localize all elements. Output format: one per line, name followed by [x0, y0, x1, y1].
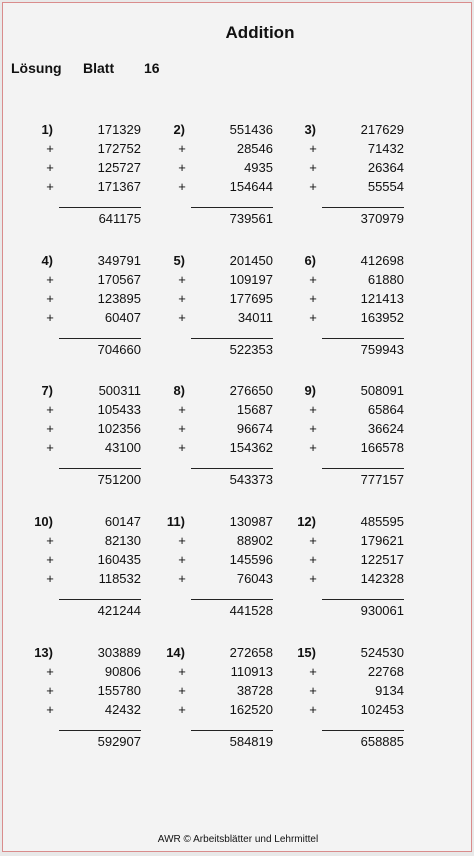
plus-sign: +: [46, 179, 54, 194]
addend-value: 303889: [97, 645, 141, 660]
sum-value: 658885: [360, 734, 404, 749]
addend-value: 9134: [375, 683, 404, 698]
addend-value: 154362: [229, 440, 273, 455]
plus-sign: +: [309, 533, 317, 548]
sum-rule: [191, 338, 273, 339]
addend-value: 60147: [104, 514, 141, 529]
addend-row: [163, 682, 273, 700]
addend-value: 276650: [229, 383, 273, 398]
addend-value: 170567: [97, 272, 141, 287]
addend-row: [31, 420, 141, 438]
plus-sign: +: [309, 179, 317, 194]
addition-problem: [163, 382, 273, 502]
problem-number: 14): [166, 645, 185, 660]
sheet-number: 16: [144, 60, 160, 76]
plus-sign: +: [178, 272, 186, 287]
sum-value: 592907: [97, 734, 141, 749]
addition-problem: [31, 121, 141, 241]
problem-number: 4): [41, 253, 53, 268]
addend-value: 28546: [236, 141, 273, 156]
addend-row: [163, 271, 273, 289]
addend-value: 160435: [97, 552, 141, 567]
sum-value: 751200: [97, 472, 141, 487]
plus-sign: +: [46, 533, 54, 548]
addend-row: [163, 570, 273, 588]
problem-number: 7): [41, 383, 53, 398]
addend-row: [163, 252, 273, 270]
sum-value: 704660: [97, 342, 141, 357]
addition-problem: [163, 513, 273, 633]
sum-rule: [191, 468, 273, 469]
addend-value: 179621: [360, 533, 404, 548]
addend-row: [31, 439, 141, 457]
addend-row: [294, 663, 404, 681]
plus-sign: +: [46, 552, 54, 567]
plus-sign: +: [46, 291, 54, 306]
plus-sign: +: [309, 272, 317, 287]
addend-value: 71432: [367, 141, 404, 156]
addend-row: [294, 513, 404, 531]
addend-value: 76043: [236, 571, 273, 586]
addend-value: 145596: [229, 552, 273, 567]
plus-sign: +: [178, 702, 186, 717]
addend-value: 15687: [236, 402, 273, 417]
addend-row: [163, 121, 273, 139]
addend-value: 88902: [236, 533, 273, 548]
addend-row: [31, 513, 141, 531]
addend-value: 90806: [104, 664, 141, 679]
addend-row: [294, 439, 404, 457]
plus-sign: +: [178, 141, 186, 156]
addend-row: [163, 551, 273, 569]
addend-value: 412698: [360, 253, 404, 268]
problem-number: 15): [297, 645, 316, 660]
addition-problem: [294, 644, 404, 764]
addend-value: 61880: [367, 272, 404, 287]
addend-value: 155780: [97, 683, 141, 698]
addend-value: 110913: [230, 664, 273, 679]
plus-sign: +: [46, 141, 54, 156]
sum-rule: [322, 599, 404, 600]
addend-value: 118532: [98, 571, 141, 586]
addend-row: [163, 701, 273, 719]
addend-row: [294, 271, 404, 289]
addend-row: [294, 401, 404, 419]
plus-sign: +: [46, 160, 54, 175]
addend-value: 485595: [360, 514, 404, 529]
plus-sign: +: [178, 310, 186, 325]
sum-value: 543373: [229, 472, 273, 487]
addend-row: [163, 420, 273, 438]
plus-sign: +: [178, 179, 186, 194]
plus-sign: +: [46, 421, 54, 436]
plus-sign: +: [178, 533, 186, 548]
sum-value: 421244: [97, 603, 141, 618]
addend-row: [31, 682, 141, 700]
plus-sign: +: [309, 664, 317, 679]
sum-rule: [322, 468, 404, 469]
addend-row: [294, 551, 404, 569]
problem-number: 5): [173, 253, 185, 268]
addend-value: 105433: [97, 402, 141, 417]
addition-problem: [31, 513, 141, 633]
plus-sign: +: [178, 421, 186, 436]
sum-value: 641175: [98, 211, 141, 226]
addend-value: 125727: [97, 160, 141, 175]
sum-rule: [59, 338, 141, 339]
addend-row: [163, 178, 273, 196]
addend-value: 272658: [229, 645, 273, 660]
addend-row: [294, 140, 404, 158]
addition-problem: [163, 252, 273, 372]
solution-label: Lösung: [11, 60, 62, 76]
addend-value: 524530: [360, 645, 404, 660]
addend-value: 42432: [104, 702, 141, 717]
page-title: Addition: [225, 23, 295, 42]
addend-value: 166578: [360, 440, 404, 455]
addend-value: 162520: [229, 702, 273, 717]
sum-value: 777157: [360, 472, 404, 487]
addend-row: [163, 663, 273, 681]
problem-number: 1): [41, 122, 53, 137]
problem-number: 13): [34, 645, 53, 660]
addend-row: [163, 159, 273, 177]
addend-value: 154644: [229, 179, 273, 194]
addend-value: 130987: [229, 514, 273, 529]
worksheet-page: [2, 2, 472, 852]
sum-rule: [191, 207, 273, 208]
addend-row: [163, 290, 273, 308]
plus-sign: +: [178, 683, 186, 698]
addition-problem: [163, 121, 273, 241]
sum-rule: [59, 599, 141, 600]
addend-value: 34011: [237, 310, 273, 325]
plus-sign: +: [309, 702, 317, 717]
addend-value: 201450: [229, 253, 273, 268]
sum-value: 522353: [229, 342, 273, 357]
addend-row: [294, 309, 404, 327]
addend-row: [31, 121, 141, 139]
addend-value: 60407: [104, 310, 141, 325]
sheet-label: Blatt: [83, 60, 115, 76]
sum-value: 370979: [360, 211, 404, 226]
sum-rule: [191, 599, 273, 600]
plus-sign: +: [46, 272, 54, 287]
addend-row: [31, 644, 141, 662]
addend-value: 26364: [367, 160, 404, 175]
sum-value: 759943: [360, 342, 404, 357]
sum-rule: [59, 730, 141, 731]
plus-sign: +: [309, 310, 317, 325]
addition-problem: [294, 382, 404, 502]
addend-value: 551436: [229, 122, 273, 137]
addend-row: [163, 309, 273, 327]
sum-value: 930061: [360, 603, 404, 618]
plus-sign: +: [178, 440, 186, 455]
plus-sign: +: [178, 552, 186, 567]
problem-number: 11): [166, 514, 185, 529]
addend-row: [163, 644, 273, 662]
addend-row: [31, 140, 141, 158]
addend-value: 102453: [360, 702, 404, 717]
footer-credit: AWR © Arbeitsblätter und Lehrmittel: [157, 834, 319, 845]
addend-row: [163, 513, 273, 531]
addend-value: 500311: [98, 383, 141, 398]
addend-row: [31, 663, 141, 681]
problem-number: 8): [173, 383, 185, 398]
sum-rule: [59, 468, 141, 469]
plus-sign: +: [46, 402, 54, 417]
sum-rule: [322, 730, 404, 731]
addend-row: [294, 178, 404, 196]
problem-number: 6): [304, 253, 316, 268]
addend-row: [31, 532, 141, 550]
addend-row: [294, 420, 404, 438]
addend-value: 82130: [104, 533, 141, 548]
addend-row: [163, 382, 273, 400]
addend-row: [294, 252, 404, 270]
addend-value: 172752: [97, 141, 141, 156]
problem-number: 2): [173, 122, 185, 137]
addend-value: 217629: [360, 122, 404, 137]
sum-rule: [59, 207, 141, 208]
addend-row: [31, 252, 141, 270]
addend-row: [294, 159, 404, 177]
addend-row: [294, 382, 404, 400]
addend-value: 171329: [97, 122, 141, 137]
plus-sign: +: [309, 421, 317, 436]
problem-number: 12): [297, 514, 316, 529]
addend-value: 43100: [104, 440, 141, 455]
sum-value: 441528: [229, 603, 273, 618]
plus-sign: +: [309, 141, 317, 156]
plus-sign: +: [178, 402, 186, 417]
sum-value: 739561: [229, 211, 273, 226]
plus-sign: +: [46, 571, 54, 586]
addend-value: 102356: [97, 421, 141, 436]
addend-row: [294, 290, 404, 308]
plus-sign: +: [309, 160, 317, 175]
addend-value: 163952: [360, 310, 404, 325]
addend-row: [294, 701, 404, 719]
addend-row: [294, 121, 404, 139]
plus-sign: +: [309, 291, 317, 306]
plus-sign: +: [309, 402, 317, 417]
addend-row: [163, 439, 273, 457]
plus-sign: +: [309, 552, 317, 567]
plus-sign: +: [46, 440, 54, 455]
addend-value: 96674: [236, 421, 273, 436]
addend-value: 142328: [360, 571, 404, 586]
addend-row: [31, 401, 141, 419]
addend-row: [294, 682, 404, 700]
addend-value: 171367: [97, 179, 141, 194]
addend-row: [163, 140, 273, 158]
addition-problem: [31, 644, 141, 764]
addition-problem: [294, 121, 404, 241]
addend-value: 36624: [367, 421, 404, 436]
addition-problem: [294, 252, 404, 372]
problem-number: 9): [304, 383, 316, 398]
addend-row: [294, 532, 404, 550]
problem-number: 3): [304, 122, 316, 137]
plus-sign: +: [178, 160, 186, 175]
addend-row: [31, 309, 141, 327]
sum-value: 584819: [229, 734, 273, 749]
addend-row: [31, 570, 141, 588]
addend-row: [31, 382, 141, 400]
plus-sign: +: [309, 440, 317, 455]
addend-row: [31, 290, 141, 308]
plus-sign: +: [309, 571, 317, 586]
addend-row: [163, 532, 273, 550]
addend-row: [31, 701, 141, 719]
addend-value: 177695: [229, 291, 273, 306]
addition-problem: [294, 513, 404, 633]
addition-problem: [31, 252, 141, 372]
addend-value: 38728: [236, 683, 273, 698]
problem-number: 10): [34, 514, 53, 529]
addend-value: 122517: [360, 552, 404, 567]
addition-problem: [163, 644, 273, 764]
addend-value: 123895: [97, 291, 141, 306]
addend-value: 4935: [244, 160, 273, 175]
addend-row: [294, 570, 404, 588]
addend-value: 109197: [229, 272, 273, 287]
sum-rule: [322, 338, 404, 339]
addend-row: [163, 401, 273, 419]
plus-sign: +: [46, 310, 54, 325]
plus-sign: +: [46, 664, 54, 679]
plus-sign: +: [178, 291, 186, 306]
addition-problem: [31, 382, 141, 502]
plus-sign: +: [46, 683, 54, 698]
addend-row: [31, 159, 141, 177]
plus-sign: +: [309, 683, 317, 698]
sum-rule: [191, 730, 273, 731]
addend-value: 508091: [360, 383, 404, 398]
addend-value: 22768: [367, 664, 404, 679]
addend-value: 55554: [367, 179, 404, 194]
plus-sign: +: [46, 702, 54, 717]
addend-value: 121413: [360, 291, 404, 306]
addend-value: 65864: [367, 402, 404, 417]
addend-row: [31, 271, 141, 289]
sum-rule: [322, 207, 404, 208]
plus-sign: +: [178, 571, 186, 586]
addend-value: 349791: [97, 253, 141, 268]
plus-sign: +: [178, 664, 186, 679]
addend-row: [31, 178, 141, 196]
addend-row: [31, 551, 141, 569]
addend-row: [294, 644, 404, 662]
